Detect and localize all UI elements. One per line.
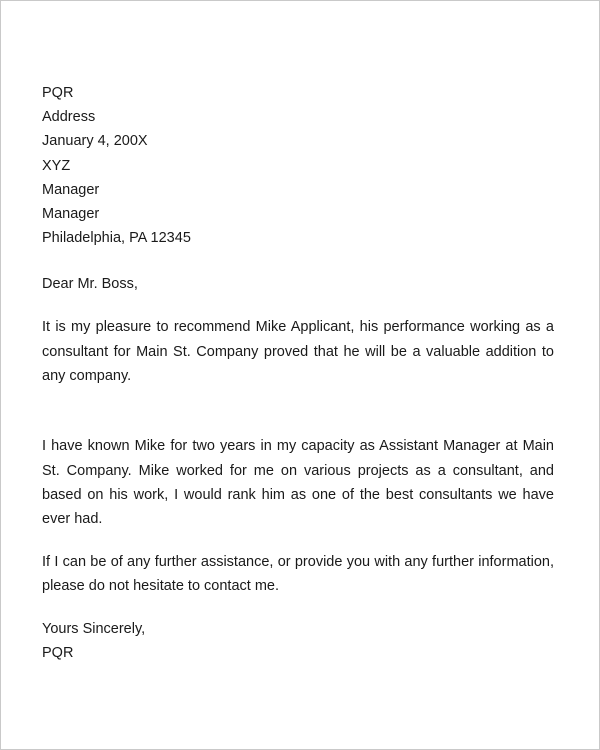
closing-block (42, 617, 554, 665)
recipient-name: XYZ (42, 157, 71, 174)
sender-address: Address (42, 109, 96, 126)
recipient-city: Philadelphia, PA 12345 (42, 230, 191, 247)
sender-name: PQR (42, 85, 74, 101)
salutation: Dear Mr. Boss, (42, 276, 138, 293)
closing-phrase: Yours Sincerely, (42, 621, 146, 638)
letter-body (42, 81, 554, 666)
recipient-title-2: Manager (42, 206, 100, 223)
recipient-title: Manager (42, 181, 100, 198)
paragraph-2: I have known Mike for two years in my capacity as Assistant Manager at Main St. Company. Mike worked for me on various projects as a consultant, and based on his work, I would rank him as one of the best consultants we have ever had. (42, 438, 554, 528)
letter-date: January 4, 200X (42, 133, 148, 150)
paragraph-3: If I can be of any further assistance, or provide you with any further information, please do not hesitate to contact me. (42, 553, 554, 594)
address-block (42, 81, 554, 250)
paragraph-1: It is my pleasure to recommend Mike Applicant, his performance working as a consultant for Main St. Company proved that he will be a valuable addition to any company. (42, 319, 554, 385)
signature: PQR (42, 645, 74, 662)
